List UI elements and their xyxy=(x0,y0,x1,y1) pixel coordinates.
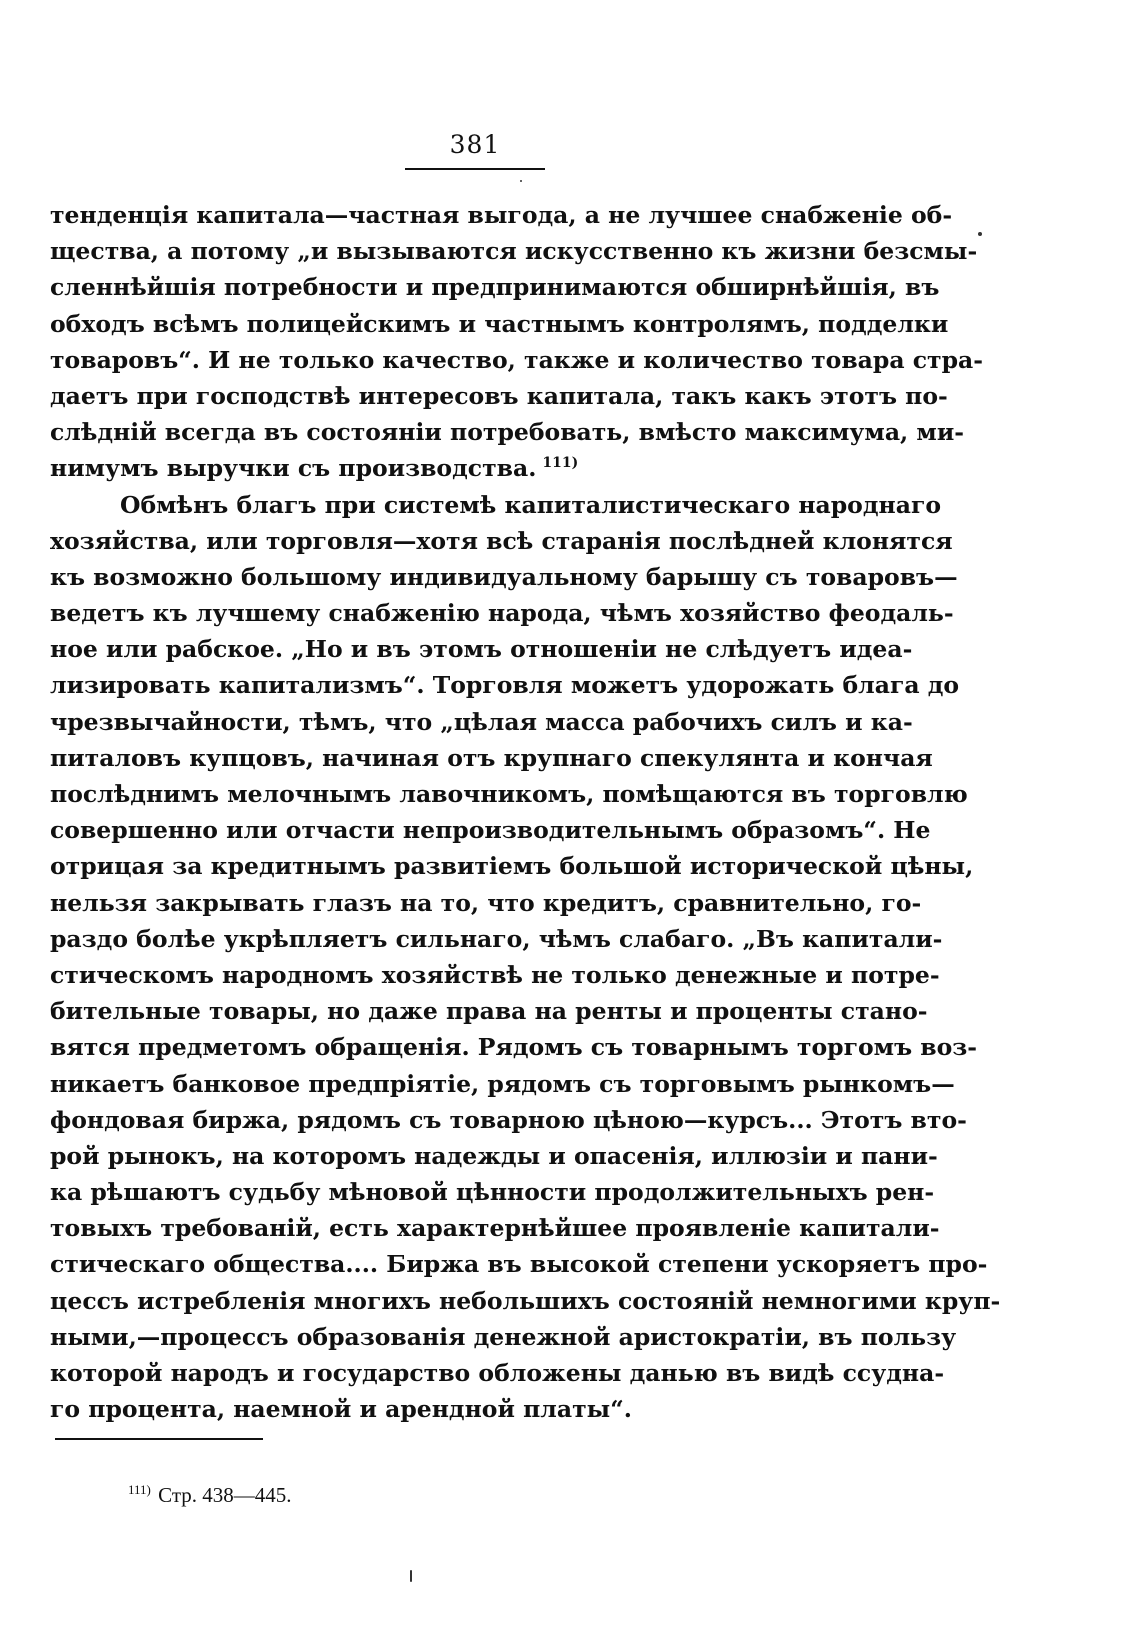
text-line: даетъ при господствѣ интересовъ капитала, такъ какъ этотъ по- xyxy=(50,381,948,410)
text-line: цессъ истребленія многихъ небольшихъ состояній немногими круп- xyxy=(50,1286,1001,1315)
text-line: ными,—процессъ образованія денежной аристократіи, въ пользу xyxy=(50,1322,957,1351)
footnote-text: Стр. 438—445. xyxy=(158,1483,292,1507)
text-line: Обмѣнъ благъ при системѣ капиталистическаго народнаго xyxy=(120,490,942,519)
text-line: обходъ всѣмъ полицейскимъ и частнымъ контролямъ, подделки xyxy=(50,309,949,338)
text-line: вятся предметомъ обращенія. Рядомъ съ товарнымъ торгомъ воз- xyxy=(50,1033,978,1062)
text-line: питаловъ купцовъ, начиная отъ крупнаго спекулянта и кончая xyxy=(50,743,933,772)
text-line: товаровъ“. И не только качество, также и количество товара стра- xyxy=(50,345,984,374)
text-line: ка рѣшаютъ судьбу мѣновой цѣнности продолжительныхъ рен- xyxy=(50,1178,935,1207)
text-line-with-ref xyxy=(50,450,900,486)
text-line: щества, а потому „и вызываются искусственно къ жизни безсмы- xyxy=(50,237,978,266)
text-line: лизировать капитализмъ“. Торговля можетъ удорожать блага до xyxy=(50,671,960,700)
text-line: никаетъ банковое предпріятіе, рядомъ съ торговымъ рынкомъ— xyxy=(50,1069,955,1098)
scan-speck xyxy=(410,1570,412,1582)
text-line: къ возможно большому индивидуальному барышу съ товаровъ— xyxy=(50,562,958,591)
text-line: стическаго общества.... Биржа въ высокой степени ускоряетъ про- xyxy=(50,1250,988,1279)
scan-speck xyxy=(978,232,982,236)
text-line: слѣдній всегда въ состояніи потребовать, вмѣсто максимума, ми- xyxy=(50,418,965,447)
text-line: послѣднимъ мелочнымъ лавочникомъ, помѣщаются въ торговлю xyxy=(50,780,968,808)
text-line: фондовая биржа, рядомъ съ товарною цѣною—курсъ... Этотъ вто- xyxy=(50,1105,967,1134)
text-line: раздо болѣе укрѣпляетъ сильнаго, чѣмъ слабаго. „Въ капитали- xyxy=(50,924,943,953)
text-line: ведетъ къ лучшему снабженію народа, чѣмъ хозяйство феодаль- xyxy=(50,599,954,628)
text-line: бительные товары, но даже права на ренты и проценты стано- xyxy=(50,997,928,1026)
text-line-content: нимумъ выручки съ производства. xyxy=(50,454,537,483)
text-line: товыхъ требованій, есть характернѣйшее проявленіе капитали- xyxy=(50,1214,940,1243)
text-line: ное или рабское. „Но и въ этомъ отношеніи не слѣдуетъ идеа- xyxy=(50,635,913,664)
text-line: отрицая за кредитнымъ развитіемъ большой исторической цѣны, xyxy=(50,852,974,881)
footnote-rule xyxy=(55,1438,263,1440)
text-line: нельзя закрывать глазъ на то, что кредитъ, сравнительно, го- xyxy=(50,888,922,917)
header-rule xyxy=(405,168,545,170)
text-line: чрезвычайности, тѣмъ, что „цѣлая масса рабочихъ силъ и ка- xyxy=(50,707,913,736)
text-line: сленнѣйшія потребности и предпринимаются обширнѣйшія, въ xyxy=(50,273,940,302)
footnote-reference: 111) xyxy=(542,455,579,472)
footnote xyxy=(128,1480,292,1510)
page-number: 381 xyxy=(449,130,501,159)
text-line: тенденція капитала—частная выгода, а не лучшее снабженіе об- xyxy=(50,201,953,229)
text-line: го процента, наемной и арендной платы“. xyxy=(50,1395,632,1424)
text-line: хозяйства, или торговля—хотя всѣ старанія послѣдней клонятся xyxy=(50,526,953,555)
text-line: совершенно или отчасти непроизводительнымъ образомъ“. Не xyxy=(50,816,931,845)
text-line: рой рынокъ, на которомъ надежды и опасенія, иллюзіи и пани- xyxy=(50,1141,938,1170)
footnote-mark: 111) xyxy=(128,1482,151,1497)
text-line: стическомъ народномъ хозяйствѣ не только денежные и потре- xyxy=(50,960,940,989)
text-line: которой народъ и государство обложены данью въ видѣ ссудна- xyxy=(50,1359,945,1387)
scan-speck xyxy=(520,180,522,182)
body-text xyxy=(50,197,1001,1427)
